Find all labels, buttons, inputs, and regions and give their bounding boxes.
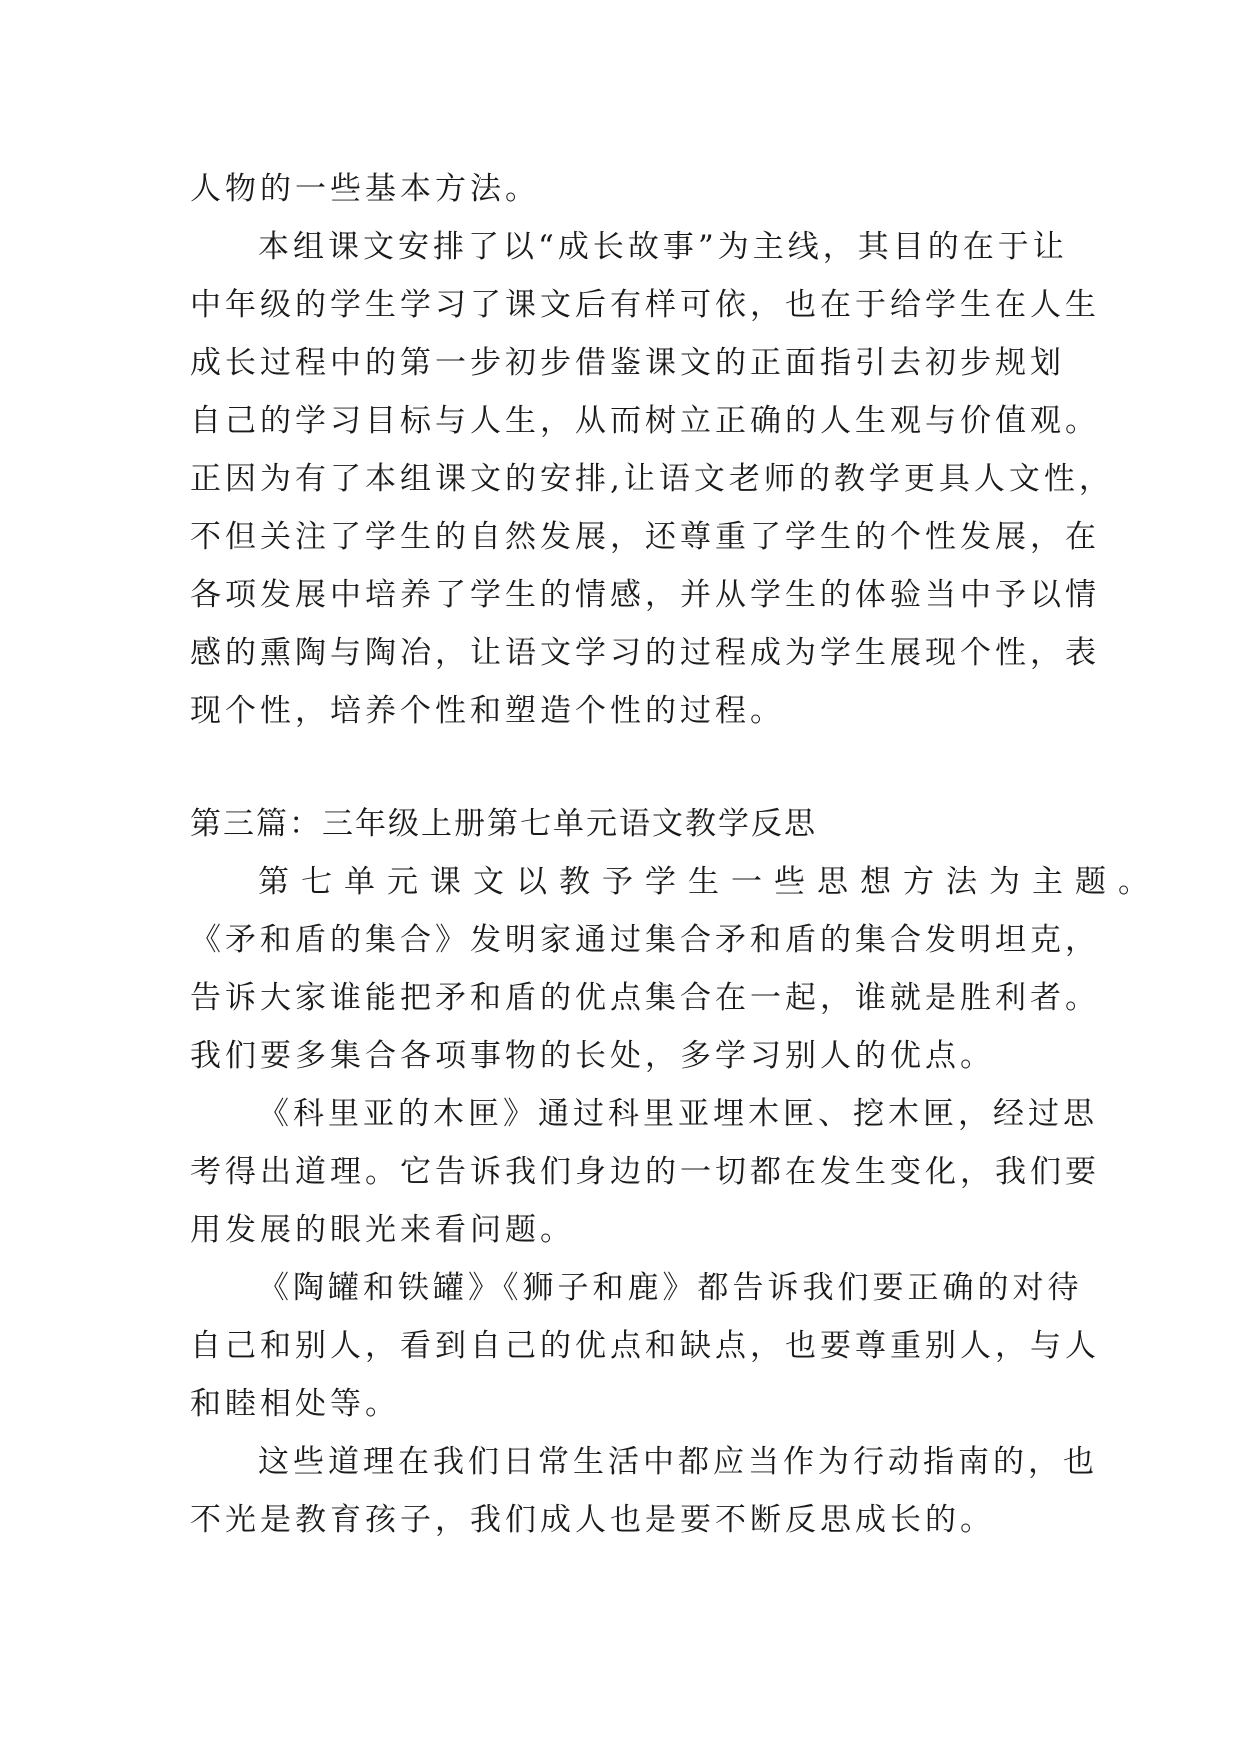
body-text-section-2 [190,853,1161,1549]
paragraph-line: 和睦相处等。 [190,1386,400,1422]
paragraph-line: 自己和别人，看到自己的优点和缺点，也要尊重别人，与人 [190,1328,1100,1364]
paragraph-line: 这些道理在我们日常生活中都应当作为行动指南的，也 [258,1444,1098,1480]
paragraph-line: 用发展的眼光来看问题。 [190,1212,575,1248]
paragraph-line: 我们要多集合各项事物的长处，多学习别人的优点。 [190,1038,995,1074]
paragraph-line: 感的熏陶与陶冶，让语文学习的过程成为学生展现个性，表 [190,635,1100,671]
paragraph-line: 中年级的学生学习了课文后有样可依，也在于给学生在人生 [190,287,1100,323]
paragraph-line: 本组课文安排了以“成长故事”为主线，其目的在于让 [258,229,1068,265]
paragraph-line: 正因为有了本组课文的安排,让语文老师的教学更具人文性， [190,461,1114,497]
paragraph-line: 各项发展中培养了学生的情感，并从学生的体验当中予以情 [190,577,1100,613]
section-heading: 第三篇：三年级上册第七单元语文教学反思 [190,806,817,842]
paragraph-line: 不光是教育孩子，我们成人也是要不断反思成长的。 [190,1502,995,1538]
paragraph-line: 考得出道理。它告诉我们身边的一切都在发生变化，我们要 [190,1154,1100,1190]
paragraph-line: 不但关注了学生的自然发展，还尊重了学生的个性发展，在 [190,519,1100,555]
paragraph-line: 自己的学习目标与人生，从而树立正确的人生观与价值观。 [190,403,1100,439]
paragraph-line: 成长过程中的第一步初步借鉴课文的正面指引去初步规划 [190,345,1065,381]
body-text-section-1 [190,160,1114,740]
paragraph-line: 第七单元课文以教予学生一些思想方法为主题。 [258,864,1161,900]
paragraph-line: 《科里亚的木匣》通过科里亚埋木匣、挖木匣，经过思 [258,1096,1098,1132]
paragraph-line: 《陶罐和铁罐》《狮子和鹿》都告诉我们要正确的对待 [258,1270,1083,1306]
paragraph-line: 现个性，培养个性和塑造个性的过程。 [190,693,785,729]
paragraph-line: 《矛和盾的集合》发明家通过集合矛和盾的集合发明坦克， [190,922,1100,958]
paragraph-line: 人物的一些基本方法。 [190,171,540,207]
paragraph-line: 告诉大家谁能把矛和盾的优点集合在一起，谁就是胜利者。 [190,980,1100,1016]
